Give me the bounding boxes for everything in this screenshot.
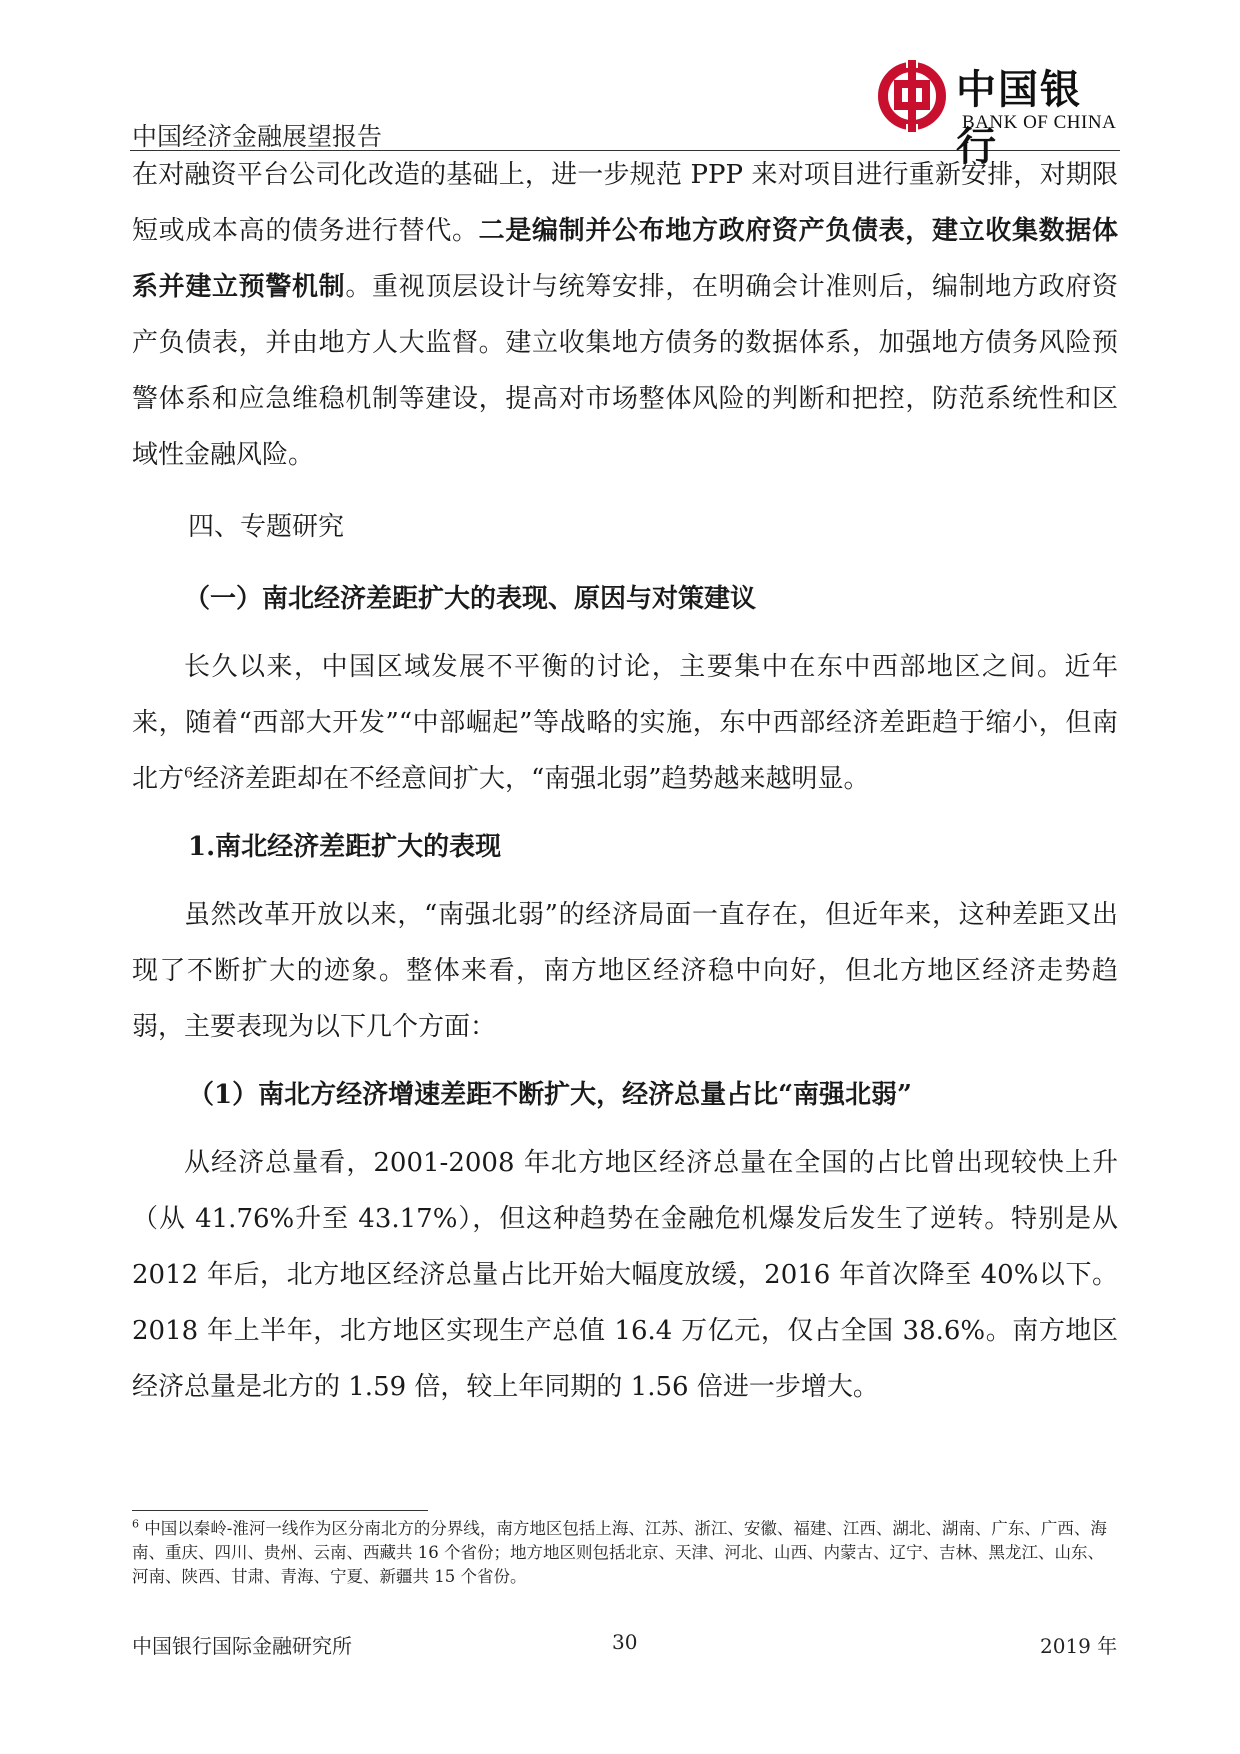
- heading-1-1: （1）南北方经济增速差距不断扩大，经济总量占比“南强北弱”: [188, 1080, 913, 1110]
- footer-year: 2019 年: [1040, 1634, 1118, 1658]
- logo-chinese-name: 中国银行: [956, 66, 1082, 170]
- heading-1: 1.南北经济差距扩大的表现: [188, 832, 502, 862]
- footnote-divider: [132, 1510, 428, 1511]
- footnote: $^6$ 中国以秦岭-淮河一线作为区分南北方的分界线，南方地区包括上海、江苏、浙江、安徽、福建、江西、湖北、湖南、广东、广西、海南、重庆、四川、贵州、云南、西藏共 16 个省份；地方地区则包括北京、天津、河北、山西、内蒙古、辽宁、吉林、黑龙江、山东、河南、陕西、甘肃、青海、宁夏、新疆共 15 个省份。: [132, 1517, 1107, 1586]
- paragraph-4: 从经济总量看，2001-2008 年北方地区经济总量在全国的占比曾出现较快上升（从 41.76%升至 43.17%），但这种趋势在金融危机爆发后发生了逆转。特别是从 2012 年后，北方地区经济总量占比开始大幅度放缓，2016 年首次降至 40%以下。2018 年上半年，北方地区实现生产总值 16.4 万亿元，仅占全国 38.6%。南方地区经济总量是北方的 1.59 倍，较上年同期的 1.56 倍进一步增大。: [132, 1148, 1118, 1402]
- report-title: 中国经济金融展望报告: [132, 122, 383, 151]
- section-heading-4: 四、专题研究: [188, 512, 345, 542]
- subsection-heading: （一）南北经济差距扩大的表现、原因与对策建议: [184, 584, 757, 614]
- bank-logo: [876, 58, 1120, 170]
- paragraph-1: 在对融资平台公司化改造的基础上，进一步规范 PPP 来对项目进行重新安排，对期限短或成本高的债务进行替代。二是编制并公布地方政府资产负债表，建立收集数据体系并建立预警机制。重视顶层设计与统筹安排，在明确会计准则后，编制地方政府资产负债表，并由地方人大监督。建立收集地方债务的数据体系，加强地方债务风险预警体系和应急维稳机制等建设，提高对市场整体风险的判断和把控，防范系统性和区域性金融风险。: [132, 160, 1118, 470]
- paragraph-3: 虽然改革开放以来，“南强北弱”的经济局面一直存在，但近年来，这种差距又出现了不断扩大的迹象。整体来看，南方地区经济稳中向好，但北方地区经济走势趋弱，主要表现为以下几个方面：: [132, 900, 1118, 1042]
- main-content: [132, 147, 1118, 1415]
- page-number: 30: [612, 1630, 638, 1654]
- footer-institute: 中国银行国际金融研究所: [132, 1634, 352, 1658]
- paragraph-2: 长久以来，中国区域发展不平衡的讨论，主要集中在东中西部地区之间。近年来，随着“西部大开发”“中部崛起”等战略的实施，东中西部经济差距趋于缩小，但南北方$^6$经济差距却在不经意间扩大，“南强北弱”趋势越来越明显。: [132, 652, 1118, 794]
- bold-phrase: 二是编制并公布地方政府资产负债表，建立收集数据体系并建立预警机制: [132, 216, 1118, 302]
- logo-english-name: BANK OF CHINA: [962, 112, 1117, 133]
- bank-of-china-emblem-icon: [876, 60, 948, 132]
- footnote-ref: 6: [184, 765, 193, 782]
